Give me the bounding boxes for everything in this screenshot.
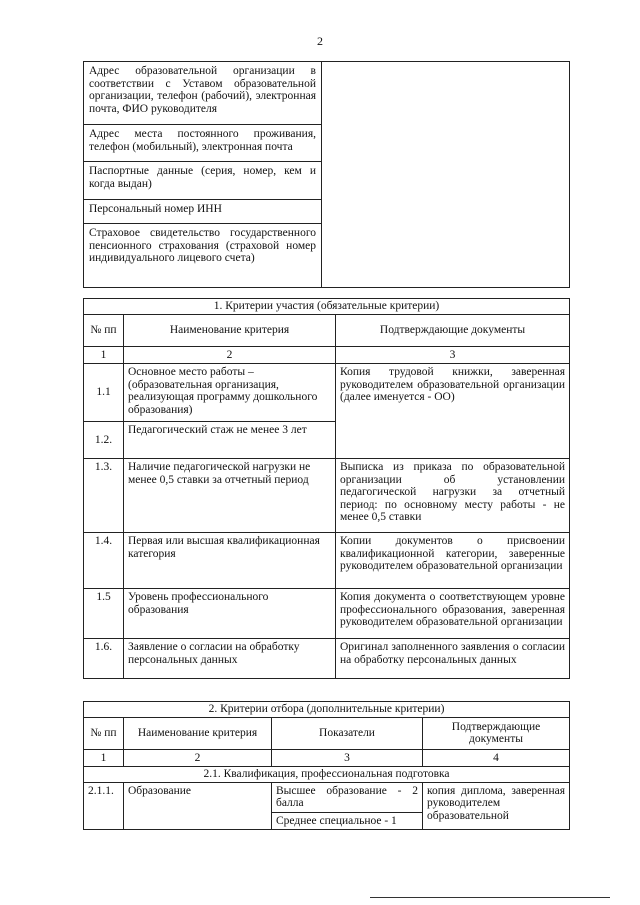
header-docs: Подтверждающие документы — [423, 717, 570, 749]
section1-title: 1. Критерии участия (обязательные критерии) — [84, 299, 570, 315]
table-row — [84, 533, 570, 589]
row-num: 1.3. — [84, 459, 124, 533]
row-name: Наличие педагогической нагрузки не менее 0,5 ставки за отчетный период — [124, 459, 336, 533]
header-name: Наименование критерия — [124, 717, 272, 749]
criteria-selection-table — [83, 701, 570, 830]
col-number: 2 — [124, 346, 336, 364]
table-row — [84, 364, 570, 422]
info-value[interactable] — [322, 62, 570, 288]
header-name: Наименование критерия — [124, 314, 336, 346]
row-num: 1.5 — [84, 589, 124, 639]
personal-info-table — [83, 61, 570, 288]
row-docs: Копии документов о присвоении квалификационной категории, заверенные руководителем образовательной организации — [336, 533, 570, 589]
header-num: № пп — [84, 717, 124, 749]
row-name: Уровень профессионального образования — [124, 589, 336, 639]
row-num: 2.1.1. — [84, 782, 124, 830]
page-number: 2 — [317, 34, 323, 48]
row-num: 1.6. — [84, 639, 124, 679]
row-indicators — [272, 782, 423, 830]
indicator-item: Среднее специальное - 1 — [276, 814, 397, 827]
info-label: Персональный номер ИНН — [84, 200, 322, 224]
info-label: Адрес места постоянного проживания, телефон (мобильный), электронная почта — [84, 125, 322, 162]
row-num: 1.4. — [84, 533, 124, 589]
col-number: 4 — [423, 749, 570, 767]
col-number: 3 — [272, 749, 423, 767]
criteria-participation-table — [83, 298, 570, 679]
col-number: 3 — [336, 346, 570, 364]
table-row — [84, 62, 570, 125]
row-name: Заявление о согласии на обработку персональных данных — [124, 639, 336, 679]
table-row — [84, 459, 570, 533]
table-row — [84, 589, 570, 639]
section2-title: 2. Критерии отбора (дополнительные критерии) — [84, 702, 570, 718]
info-label: Страховое свидетельство государственного пенсионного страхования (страховой номер индивидуального лицевого счета) — [84, 224, 322, 288]
col-number: 1 — [84, 346, 124, 364]
info-label: Адрес образовательной организации в соответствии с Уставом образовательной организации, телефон (рабочий), электронная почта, ФИО руководителя — [84, 62, 322, 125]
col-number: 1 — [84, 749, 124, 767]
row-docs: Копия трудовой книжки, заверенная руководителем образовательной организации (далее именуется - ОО) — [336, 364, 570, 459]
row-docs: копия диплома, заверенная руководителем образовательной — [423, 782, 570, 830]
col-number: 2 — [124, 749, 272, 767]
row-docs: Копия документа о соответствующем уровне профессионального образования, заверенная руководителем образовательной организации — [336, 589, 570, 639]
row-docs: Выписка из приказа по образовательной организации об установлении педагогической нагрузки за отчетный период: по основному месту работы - не менее 0,5 ставки — [336, 459, 570, 533]
row-name: Образование — [124, 782, 272, 830]
row-name: Педагогический стаж не менее 3 лет — [124, 422, 336, 459]
row-name: Основное место работы – (образовательная организация, реализующая программу дошкольного образования) — [124, 364, 336, 422]
header-num: № пп — [84, 314, 124, 346]
table-row — [84, 782, 570, 830]
subsection-title: 2.1. Квалификация, профессиональная подготовка — [84, 767, 570, 783]
header-docs: Подтверждающие документы — [336, 314, 570, 346]
row-num: 1.1 — [84, 364, 124, 422]
indicator-item: Высшее образование - 2 балла — [272, 783, 422, 813]
divider — [370, 897, 610, 898]
row-docs: Оригинал заполненного заявления о согласии на обработку персональных данных — [336, 639, 570, 679]
row-name: Первая или высшая квалификационная категория — [124, 533, 336, 589]
row-num: 1.2. — [84, 422, 124, 459]
table-row — [84, 639, 570, 679]
header-indicators: Показатели — [272, 717, 423, 749]
info-label: Паспортные данные (серия, номер, кем и когда выдан) — [84, 162, 322, 200]
